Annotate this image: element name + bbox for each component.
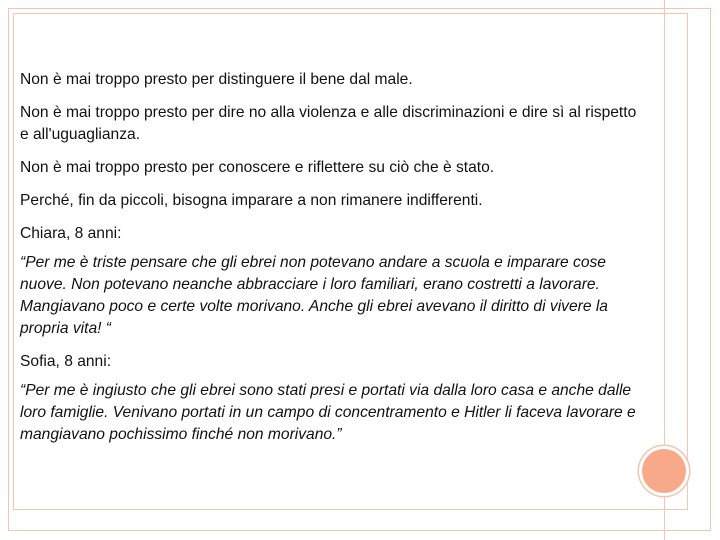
paragraph-indifference: Perché, fin da piccoli, bisogna imparare a non rimanere indifferenti.	[20, 192, 483, 209]
author-name: Chiara	[20, 225, 66, 242]
slide-text-content	[20, 69, 645, 457]
testimony-quote-chiara: “Per me è triste pensare che gli ebrei non potevano andare a scuola e imparare cose nuove. Non potevano neanche abbracciare i loro familiari, erano costretti a lavorare. Mangiavano poco e certe volte morivano. Anche gli ebrei avevano il diritto di vivere la propria vita! “	[20, 254, 608, 337]
author-age: , 8 anni:	[55, 353, 112, 370]
testimony-author-chiara	[20, 223, 645, 245]
paragraph-violence-discrimination: Non è mai troppo presto per dire no alla violenza e alle discriminazioni e dire sì al rispetto e all'uguaglianza.	[20, 104, 637, 143]
decorative-circle	[642, 449, 686, 493]
paragraph-good-and-evil: Non è mai troppo presto per distinguere il bene dal male.	[20, 71, 413, 88]
decorative-line-bottom	[664, 497, 665, 540]
paragraph-knowledge: Non è mai troppo presto per conoscere e riflettere su ciò che è stato.	[20, 159, 495, 176]
decorative-line-top	[664, 0, 665, 449]
author-name: Sofia	[20, 353, 56, 370]
author-age: , 8 anni:	[65, 225, 122, 242]
testimony-author-sofia	[20, 351, 645, 373]
testimony-quote-sofia: “Per me è ingiusto che gli ebrei sono stati presi e portati via dalla loro casa e anche dalle loro famiglie. Venivano portati in un campo di concentramento e Hitler li faceva lavorare e mangiavano pochissimo finché non morivano.”	[20, 382, 636, 443]
